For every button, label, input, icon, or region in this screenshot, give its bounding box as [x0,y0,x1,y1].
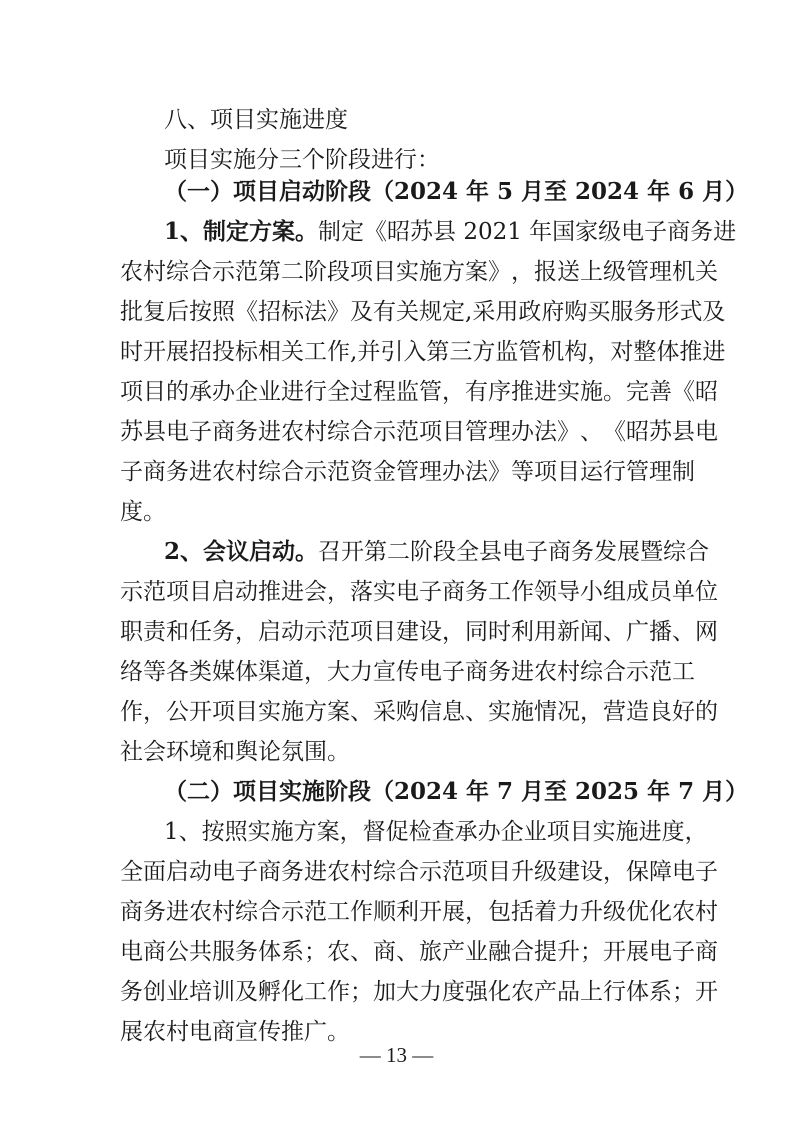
phase1-item2-text-5: 社会环境和舆论氛围。 [120,739,350,765]
phase1-item2-text-3: 络 等 各 类 媒 体 渠 道 ， 大 力 宣 传 电 子 商 务 进 农 村 综 合 示 范 工 [120,659,695,685]
phase1-item2-text-0: 召开第二阶段全县电子商务发展暨综合 [318,539,710,565]
page-number: — 13 — [359,1043,434,1067]
phase1-item1-text-2: 批 复 后 按 照 《 招 标 法 》 及 有 关 规 定 , 采 用 政 府 购 买 服 务 形 式 及 [120,299,726,325]
phase2-item1-text-5: 展农村电商宣传推广。 [120,1019,350,1045]
phase1-item1-text-5: 苏 县 电 子 商 务 进 农 村 综 合 示 范 项 目 管 理 办 法 》 、 《 昭 苏 县 电 [120,419,718,445]
intro-text: 项目实施分三个阶段进行： [164,147,440,173]
phase1-item1-text-6: 子 商 务 进 农 村 综 合 示 范 资 金 管 理 办 法 》 等 项 目 运 行 管 理 制 [120,459,695,485]
phase2-item1-text-3: 电 商 公 共 服 务 体 系 ； 农 、 商 、 旅 产 业 融 合 提 升 ； 开 展 电 子 商 [120,939,718,965]
phase1-item2-text-4: 作 ， 公 开 项 目 实 施 方 案 、 采 购 信 息 、 实 施 情 况 ， 营 造 良 好 的 [120,699,718,725]
phase1-item1-text-4: 项 目 的 承 办 企 业 进 行 全 过 程 监 管 ， 有 序 推 进 实 施 。 完 善 《 昭 [120,379,718,405]
phase2-item1-text-2: 商 务 进 农 村 综 合 示 范 工 作 顺 利 开 展 ， 包 括 着 力 升 级 优 化 农 村 [120,899,718,925]
phase2-heading: （二）项目实施阶段（2024 年 7 月至 2025 年 7 月） [164,778,749,805]
phase1-item2-text-1: 示 范 项 目 启 动 推 进 会 ， 落 实 电 子 商 务 工 作 领 导 小 组 成 员 单 位 [120,579,718,605]
phase1-item1-line [164,216,737,248]
phase1-item2-text-2: 职 责 和 任 务 ， 启 动 示 范 项 目 建 设 ， 同 时 利 用 新 闻 、 广 播 、 网 [120,619,718,645]
phase1-item2-line [164,536,710,568]
phase2-item1-text-0: 1、按照实施方案，督促检查承办企业项目实施进度， [164,819,708,845]
phase1-heading: （一）项目启动阶段（2024 年 5 月至 2024 年 6 月） [164,178,749,205]
phase1-item2-label: 2、会议启动。 [164,538,319,565]
phase2-item1-text-1: 全 面 启 动 电 子 商 务 进 农 村 综 合 示 范 项 目 升 级 建 设 ， 保 障 电 子 [120,859,718,885]
section-heading: 八、项目实施进度 [164,107,348,133]
phase1-item1-text-7: 度。 [120,499,166,525]
phase2-item1-text-4: 务 创 业 培 训 及 孵 化 工 作 ； 加 大 力 度 强 化 农 产 品 上 行 体 系 ； 开 [120,979,718,1005]
phase1-item1-label: 1、制定方案。 [164,218,319,245]
phase1-item1-text-3: 时 开 展 招 投 标 相 关 工 作 , 并 引 入 第 三 方 监 管 机 构 ， 对 整 体 推 进 [120,339,726,365]
phase1-item1-text-1: 农 村 综 合 示 范 第 二 阶 段 项 目 实 施 方 案 》 ， 报 送 上 级 管 理 机 关 [120,259,718,285]
phase1-item1-text-0: 制定《昭苏县 2021 年国家级电子商务进 [318,219,737,245]
